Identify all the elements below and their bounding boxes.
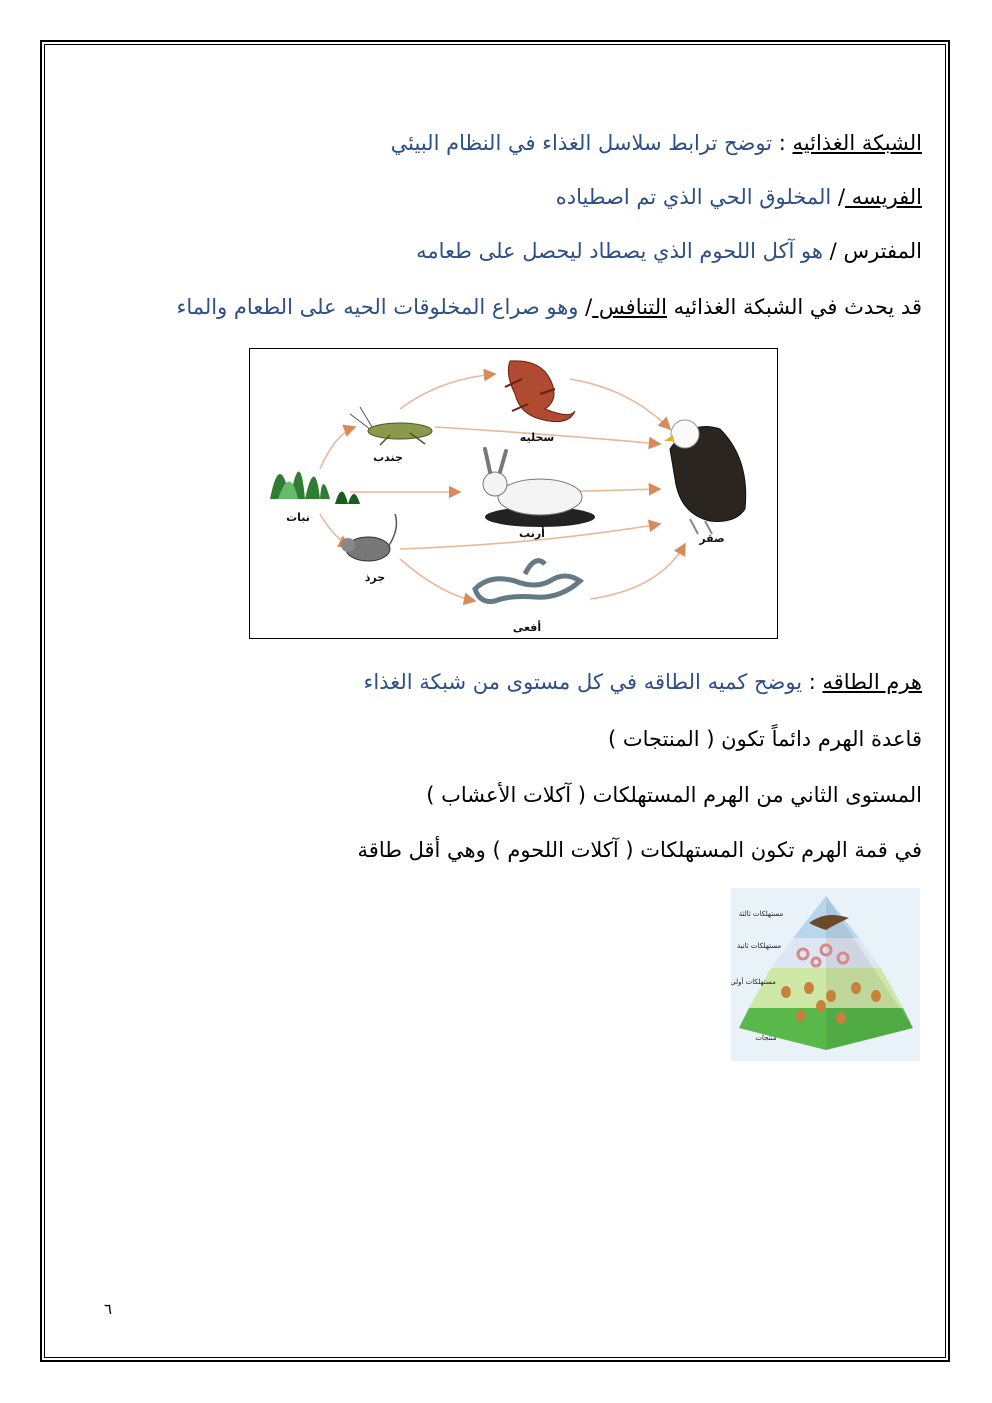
prey-separator: / bbox=[831, 185, 846, 209]
energy-pyramid-separator: : bbox=[802, 670, 823, 694]
predator-term: المفترس bbox=[843, 239, 922, 263]
prey-text: المخلوق الحي الذي تم اصطياده bbox=[555, 185, 832, 209]
pyramid-top-line: في قمة الهرم تكون المستهلكات ( آكلات اللحوم ) وهي أقل طاقة bbox=[357, 838, 922, 862]
predator-definition bbox=[416, 236, 922, 266]
energy-pyramid-text: يوضح كميه الطاقه في كل مستوى من شبكة الغذاء bbox=[363, 670, 803, 694]
food-web-term: الشبكة الغذائيه bbox=[792, 131, 922, 155]
label-rat: جرذ bbox=[364, 571, 386, 584]
competition-prefix: قد يحدث في الشبكة الغذائيه bbox=[667, 295, 922, 319]
food-web-figure bbox=[249, 348, 778, 639]
pyramid-label-secondary: مستهلكات ثانية bbox=[736, 942, 782, 950]
label-grasshopper: جندب bbox=[373, 451, 403, 464]
page-number: ٦ bbox=[104, 1300, 113, 1318]
competition-text: وهو صراع المخلوقات الحيه على الطعام والماء bbox=[176, 295, 579, 319]
prey-definition bbox=[556, 182, 922, 212]
rat-icon bbox=[341, 514, 396, 561]
energy-pyramid-definition bbox=[364, 667, 922, 697]
competition-term: التنافس bbox=[592, 295, 667, 319]
food-web-separator: : bbox=[772, 131, 793, 155]
competition-definition bbox=[176, 292, 922, 322]
pyramid-label-tertiary: مستهلكات ثالثة bbox=[738, 910, 784, 918]
label-rabbit: أرنب bbox=[519, 527, 545, 540]
pyramid-label-producers: منتجات bbox=[755, 1034, 777, 1042]
label-lizard: سحليه bbox=[519, 431, 555, 444]
food-web-text: توضح ترابط سلاسل الغذاء في النظام البيئي bbox=[390, 131, 773, 155]
pyramid-second-level-line: المستوى الثاني من الهرم المستهلكات ( آكلات الأعشاب ) bbox=[426, 783, 922, 807]
label-plants: نبات bbox=[286, 511, 310, 524]
predator-separator: / bbox=[823, 239, 844, 263]
energy-pyramid-figure bbox=[731, 888, 920, 1061]
label-snake: أفعى bbox=[512, 621, 542, 634]
food-web-definition bbox=[391, 128, 922, 158]
predator-text: هو آكل اللحوم الذي يصطاد ليحصل على طعامه bbox=[416, 239, 823, 263]
grasshopper-icon bbox=[350, 407, 432, 445]
snake-icon bbox=[475, 561, 580, 602]
plants-icon bbox=[270, 472, 360, 505]
prey-term: الفريسه bbox=[845, 185, 922, 209]
competition-separator: / bbox=[578, 295, 593, 319]
eagle-icon bbox=[664, 420, 746, 534]
energy-pyramid-term: هرم الطاقه bbox=[822, 670, 922, 694]
pyramid-base-line: قاعدة الهرم دائماً تكون ( المنتجات ) bbox=[608, 727, 922, 751]
pyramid-label-primary: مستهلكات أولى bbox=[731, 978, 776, 986]
lizard-icon bbox=[505, 361, 575, 422]
label-eagle: صقر bbox=[699, 532, 725, 545]
rabbit-icon bbox=[483, 449, 595, 527]
